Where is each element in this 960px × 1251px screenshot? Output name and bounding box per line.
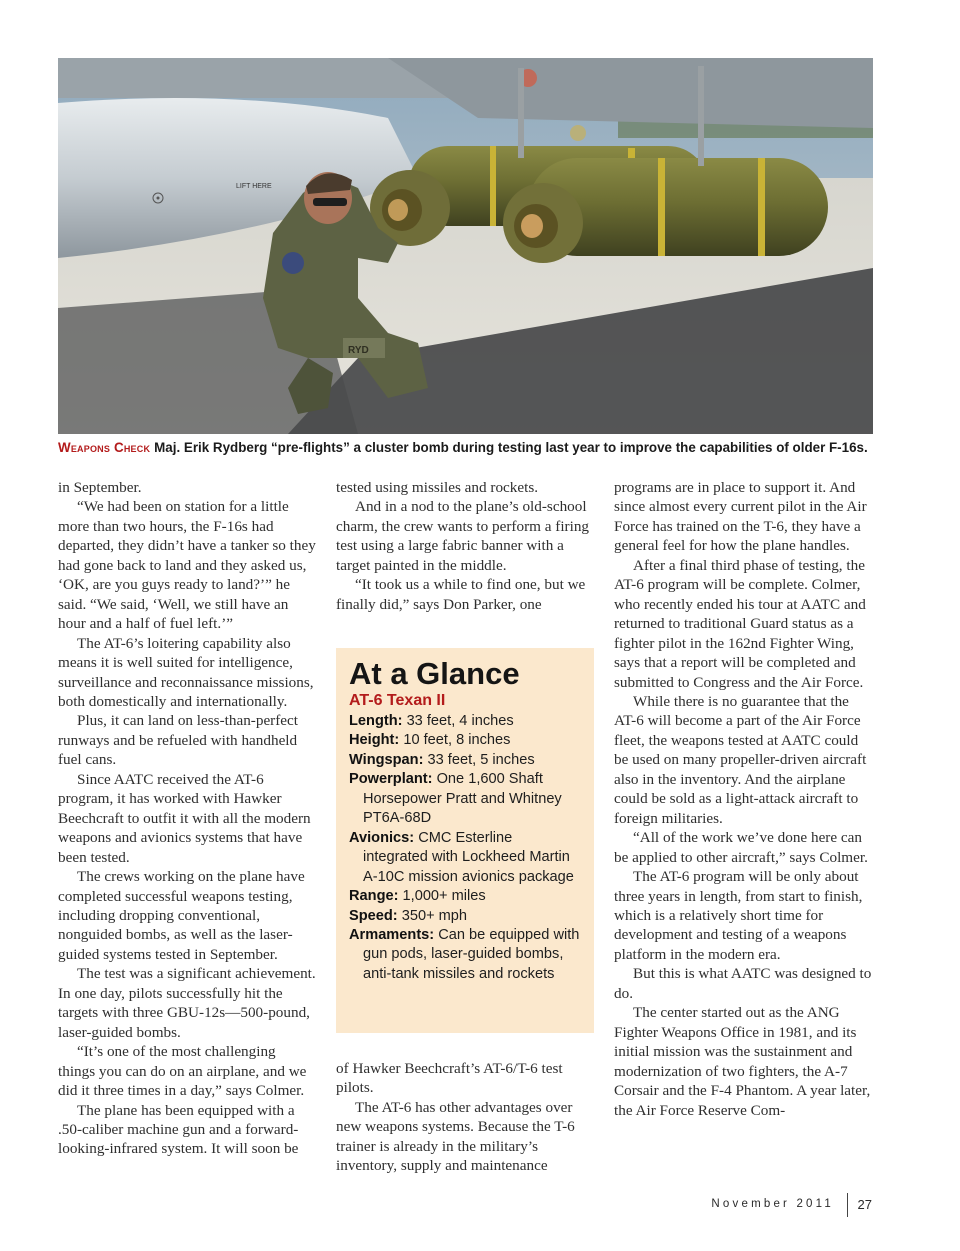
spec-label: Range:: [349, 888, 399, 905]
spec-avionics: [349, 829, 580, 887]
paragraph: programs are in place to support it. And since almost every current pilot in the Air Force has trained on the T-6, they have a general feel for how the plane handles.: [614, 479, 867, 555]
spec-value: 350+ mph: [401, 907, 468, 924]
spec-label: Avionics:: [349, 829, 415, 846]
paragraph: of Hawker Beechcraft’s AT-6/T-6 test pilots.: [336, 1060, 563, 1097]
paragraph: The plane has been equipped with a .50-caliber machine gun and a forward-looking-infrared system. It will soon be: [58, 1101, 299, 1158]
glance-subtitle: AT-6 Texan II: [349, 692, 446, 709]
spec-value: 10 feet, 8 inches: [403, 732, 511, 749]
aircraft-bomb-photo: [58, 58, 873, 434]
article-column-3: [614, 478, 872, 1120]
paragraph: “We had been on station for a little more than two hours, the F-16s had departed, they didn’t have a tanker so they had gone back to land and they asked us, ‘OK, are you guys ready to land?’” he said. “We said, ‘Well, we still have an hour and a half of fuel left.’”: [58, 498, 316, 633]
spec-wingspan: [349, 751, 580, 770]
nametag-text: RYD: [348, 345, 369, 356]
spec-label: Length:: [349, 713, 403, 729]
page-number: 27: [857, 1197, 872, 1212]
spec-label: Armaments:: [349, 926, 435, 943]
spec-value: 1,000+ miles: [402, 888, 486, 905]
spec-range: [349, 887, 580, 906]
spec-height: [349, 731, 580, 750]
spec-armaments: [349, 926, 580, 984]
spec-length: [349, 712, 580, 731]
glance-title: At a Glance: [349, 656, 520, 691]
paragraph: The test was a significant achievement. In one day, pilots successfully hit the targets with three GBU-12s—500-pound, laser-guided bombs.: [58, 965, 316, 1041]
paragraph: The center started out as the ANG Fighter Weapons Office in 1981, and its initial mission was the sustainment and modernization of two fighters, the A-7 Corsair and the F-4 Phantom. A year later, the Air Force Reserve Com-: [614, 1004, 871, 1119]
spec-speed: [349, 907, 580, 926]
page-footer: [700, 1193, 880, 1219]
spec-label: Powerplant:: [349, 771, 433, 788]
photo-caption: [58, 440, 888, 455]
paragraph: The AT-6’s loitering capability also means it is well suited for intelligence, surveillance and reconnaissance missions, both domestically and internationally.: [58, 634, 314, 710]
article-column-2-bottom: [336, 1059, 594, 1176]
paragraph: Plus, it can land on less-than-perfect runways and be refueled with handheld fuel cans.: [58, 712, 298, 769]
spec-label: Height:: [349, 732, 400, 749]
article-column-1: [58, 478, 316, 1159]
spec-powerplant: [349, 770, 580, 828]
paragraph: “It took us a while to find one, but we finally did,” says Don Parker, one: [336, 576, 586, 613]
feature-photo: [58, 58, 873, 434]
paragraph: And in a nod to the plane’s old-school charm, the crew wants to perform a firing test using a large fabric banner with a target painted in the middle.: [336, 498, 590, 574]
paragraph: While there is no guarantee that the AT-6 will become a part of the Air Force fleet, the weapons tested at AATC could be used on many propeller-driven aircraft also in the inventory. And the airplane could be sold as a light-attack aircraft to foreign militaries.: [614, 692, 867, 827]
caption-text: Maj. Erik Rydberg “pre-flights” a cluster bomb during testing last year to improve the capabilities of older F-16s.: [154, 440, 868, 455]
paragraph: The AT-6 has other advantages over new weapons systems. Because the T-6 trainer is already in the military’s inventory, supply and maintenance: [336, 1098, 575, 1175]
paragraph: “It’s one of the most challenging things you can do on an airplane, and we did it three times in a day,” says Colmer.: [58, 1043, 307, 1100]
paragraph: The crews working on the plane have completed successful weapons testing, including dropping conventional, nonguided bombs, as well as the laser-guided systems tested in September.: [58, 868, 305, 963]
issue-date: November 2011: [711, 1198, 834, 1210]
article-column-2-top: [336, 478, 594, 614]
spec-value: 33 feet, 4 inches: [406, 713, 514, 729]
paragraph: But this is what AATC was designed to do.: [614, 965, 872, 1002]
paragraph: Since AATC received the AT-6 program, it has worked with Hawker Beechcraft to outfit it with all the modern weapons and avionics systems that have been tested.: [58, 770, 311, 866]
paragraph: The AT-6 program will be only about three years in length, from start to finish, which is a relatively short time for development and testing of a weapons platform in the modern era.: [614, 868, 863, 963]
spec-value: Can be equipped with gun pods, laser-guided bombs, anti-tank missiles and rockets: [363, 926, 580, 982]
spec-value: One 1,600 Shaft Horsepower Pratt and Whitney PT6A-68D: [363, 771, 562, 827]
spec-value: 33 feet, 5 inches: [427, 751, 535, 768]
paragraph: After a final third phase of testing, the AT-6 program will be complete. Colmer, who recently ended his tour at AATC and returned to traditional Guard status as a fighter pilot in the 162nd Fighter Wing, says that a report will be completed and submitted to Congress and the Air Force.: [614, 556, 866, 691]
paragraph: “All of the work we’ve done here can be applied to other aircraft,” says Colmer.: [614, 829, 868, 866]
footer-divider: [847, 1193, 848, 1217]
stencil-text: LIFT HERE: [236, 183, 272, 190]
at-a-glance-box: [336, 648, 594, 1033]
spec-label: Wingspan:: [349, 751, 424, 768]
caption-label: Weapons Check: [58, 440, 151, 455]
paragraph: tested using missiles and rockets.: [336, 479, 539, 496]
paragraph: in September.: [58, 479, 142, 496]
spec-label: Speed:: [349, 907, 398, 924]
spec-value: CMC Esterline integrated with Lockheed Martin A-10C mission avionics package: [363, 829, 574, 885]
